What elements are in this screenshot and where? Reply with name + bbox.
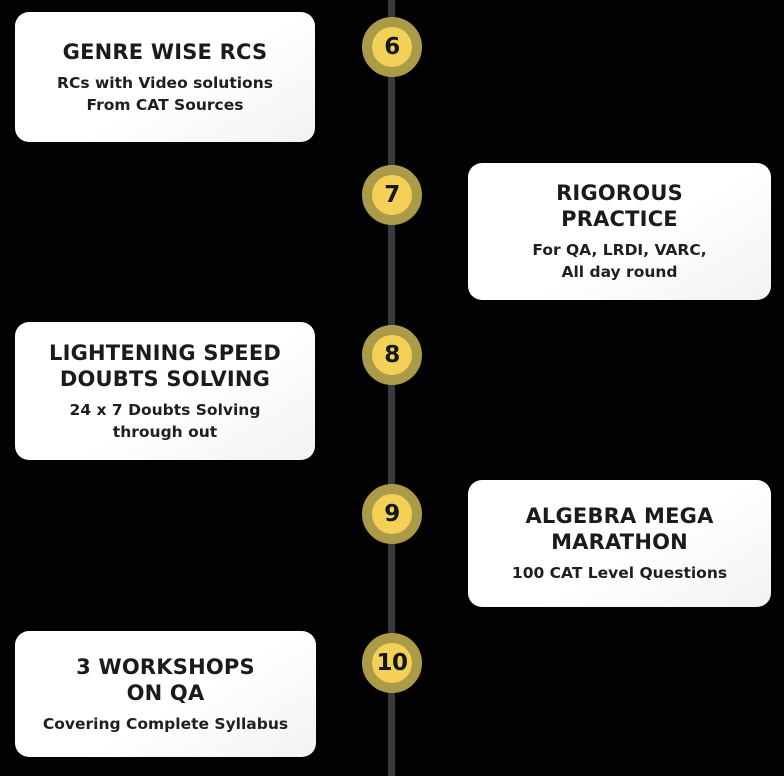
card-subtitle <box>70 399 261 443</box>
timeline-node-10 <box>362 633 422 693</box>
timeline-node-number: 7 <box>384 181 400 208</box>
subtitle-line: 24 x 7 Doubts Solving <box>69 400 261 419</box>
card-subtitle <box>532 239 706 283</box>
title-line: PRACTICE <box>561 207 678 231</box>
card-title <box>49 340 281 392</box>
title-line: 3 WORKSHOPS <box>76 654 255 679</box>
title-line: ALGEBRA MEGA <box>525 504 714 528</box>
timeline-node-number: 9 <box>384 500 400 527</box>
title-line: ON QA <box>126 680 205 705</box>
timeline-node-number: 8 <box>384 341 400 368</box>
card-subtitle <box>57 72 273 116</box>
card-title <box>525 503 713 555</box>
card-title <box>556 180 683 232</box>
title-line: DOUBTS SOLVING <box>59 366 271 391</box>
subtitle-line: All day round <box>561 263 678 281</box>
timeline-node-number: 6 <box>384 33 400 60</box>
title-line: RIGOROUS <box>556 181 683 205</box>
timeline-card-qa-workshops <box>15 631 316 757</box>
title-line: GENRE WISE RCS <box>62 39 268 64</box>
card-subtitle <box>43 713 288 735</box>
timeline-card-algebra-marathon <box>468 480 771 607</box>
card-subtitle <box>512 562 727 584</box>
title-line: LIGHTENING SPEED <box>48 340 282 365</box>
card-title <box>76 654 255 706</box>
timeline-node-6 <box>362 17 422 77</box>
timeline-node-number: 10 <box>376 649 408 676</box>
subtitle-line: 100 CAT Level Questions <box>511 564 728 582</box>
timeline-card-doubts-solving <box>15 322 315 460</box>
subtitle-line: Covering Complete Syllabus <box>42 714 289 733</box>
subtitle-line: through out <box>112 422 218 441</box>
card-title <box>63 39 268 65</box>
subtitle-line: From CAT Sources <box>86 95 244 114</box>
title-line: MARATHON <box>551 530 688 554</box>
timeline-card-genre-wise-rcs <box>15 12 315 142</box>
timeline-node-9 <box>362 484 422 544</box>
subtitle-line: RCs with Video solutions <box>57 73 273 92</box>
subtitle-line: For QA, LRDI, VARC, <box>532 241 707 259</box>
timeline-node-8 <box>362 325 422 385</box>
timeline-card-rigorous-practice <box>468 163 771 300</box>
timeline-node-7 <box>362 165 422 225</box>
